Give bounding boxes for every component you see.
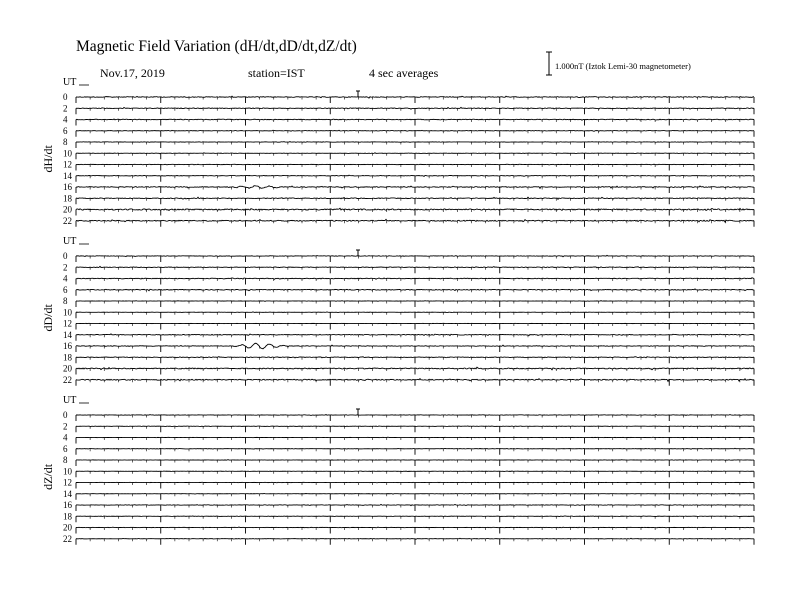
row-hour-label: 6 (63, 443, 68, 454)
row-hour-label: 8 (63, 455, 68, 465)
trace-row (63, 511, 754, 522)
trace-row (63, 285, 754, 296)
row-hour-label: 2 (63, 421, 68, 432)
trace-row (63, 341, 754, 352)
time-axis-label: UT (63, 77, 77, 88)
trace-row (63, 478, 754, 489)
trace-row (63, 160, 754, 171)
trace-row (63, 330, 754, 341)
row-hour-label: 4 (63, 114, 68, 125)
component-axis-label: dZ/dt (41, 463, 55, 490)
trace-row (63, 466, 754, 477)
time-axis-label: UT (63, 236, 77, 247)
row-hour-label: 12 (63, 318, 72, 329)
trace-row (63, 92, 754, 103)
row-hour-label: 6 (63, 125, 68, 136)
row-hour-label: 10 (63, 307, 72, 318)
row-hour-label: 8 (63, 296, 68, 306)
row-hour-label: 14 (63, 329, 72, 340)
row-hour-label: 12 (63, 477, 72, 488)
trace-row (63, 352, 754, 363)
averaging-label: 4 sec averages (369, 66, 439, 80)
row-hour-label: 22 (63, 533, 72, 544)
panel-dH-dt (41, 77, 754, 227)
row-hour-label: 18 (63, 193, 72, 204)
row-hour-label: 12 (63, 159, 72, 170)
trace-row (63, 489, 754, 500)
row-hour-label: 10 (63, 148, 72, 159)
row-hour-label: 20 (63, 363, 72, 374)
row-hour-label: 14 (63, 170, 72, 181)
scale-bar-label: 1.000nT (Iztok Lemi-30 magnetometer) (555, 61, 691, 71)
trace-row (63, 319, 754, 330)
trace-row (63, 193, 754, 204)
row-hour-label: 4 (63, 432, 68, 443)
trace-row (63, 115, 754, 126)
row-hour-label: 20 (63, 204, 72, 215)
trace-row (63, 274, 754, 285)
time-axis-label: UT (63, 395, 77, 406)
trace-row (63, 534, 754, 545)
trace-row (63, 126, 754, 137)
row-hour-label: 0 (63, 251, 68, 261)
panel-dD-dt (41, 236, 754, 386)
row-hour-label: 18 (63, 352, 72, 363)
component-axis-label: dH/dt (41, 145, 55, 173)
chart-title: Magnetic Field Variation (dH/dt,dD/dt,dZ/dt) (76, 38, 357, 55)
trace-row (63, 251, 754, 262)
row-hour-label: 22 (63, 215, 72, 226)
row-hour-label: 22 (63, 374, 72, 385)
station-label: station=IST (248, 66, 305, 80)
row-hour-label: 0 (63, 410, 68, 420)
row-hour-label: 2 (63, 103, 68, 114)
trace-row (63, 205, 754, 216)
row-hour-label: 10 (63, 466, 72, 477)
trace-row (63, 103, 754, 114)
row-hour-label: 14 (63, 488, 72, 499)
trace-row (63, 500, 754, 511)
trace-row (63, 410, 754, 421)
row-hour-label: 18 (63, 511, 72, 522)
panel-dZ-dt (41, 395, 754, 545)
trace-row (63, 433, 754, 444)
row-hour-label: 4 (63, 273, 68, 284)
row-hour-label: 20 (63, 522, 72, 533)
row-hour-label: 16 (63, 341, 72, 351)
trace-row (63, 307, 754, 318)
row-hour-label: 6 (63, 284, 68, 295)
trace-row (63, 421, 754, 432)
trace-row (63, 171, 754, 182)
scale-bar (546, 52, 552, 75)
row-hour-label: 0 (63, 92, 68, 102)
trace-row (63, 444, 754, 455)
trace-row (63, 216, 754, 227)
trace-row (63, 137, 754, 148)
trace-row (63, 523, 754, 534)
trace-row (63, 262, 754, 273)
trace-row (63, 296, 754, 307)
row-hour-label: 2 (63, 262, 68, 273)
trace-row (63, 364, 754, 375)
date-label: Nov.17, 2019 (100, 66, 165, 80)
trace-row (63, 455, 754, 466)
component-axis-label: dD/dt (41, 304, 55, 332)
row-hour-label: 16 (63, 182, 72, 192)
trace-row (63, 375, 754, 386)
trace-row (63, 148, 754, 159)
row-hour-label: 8 (63, 137, 68, 147)
row-hour-label: 16 (63, 500, 72, 510)
trace-row (63, 182, 754, 193)
